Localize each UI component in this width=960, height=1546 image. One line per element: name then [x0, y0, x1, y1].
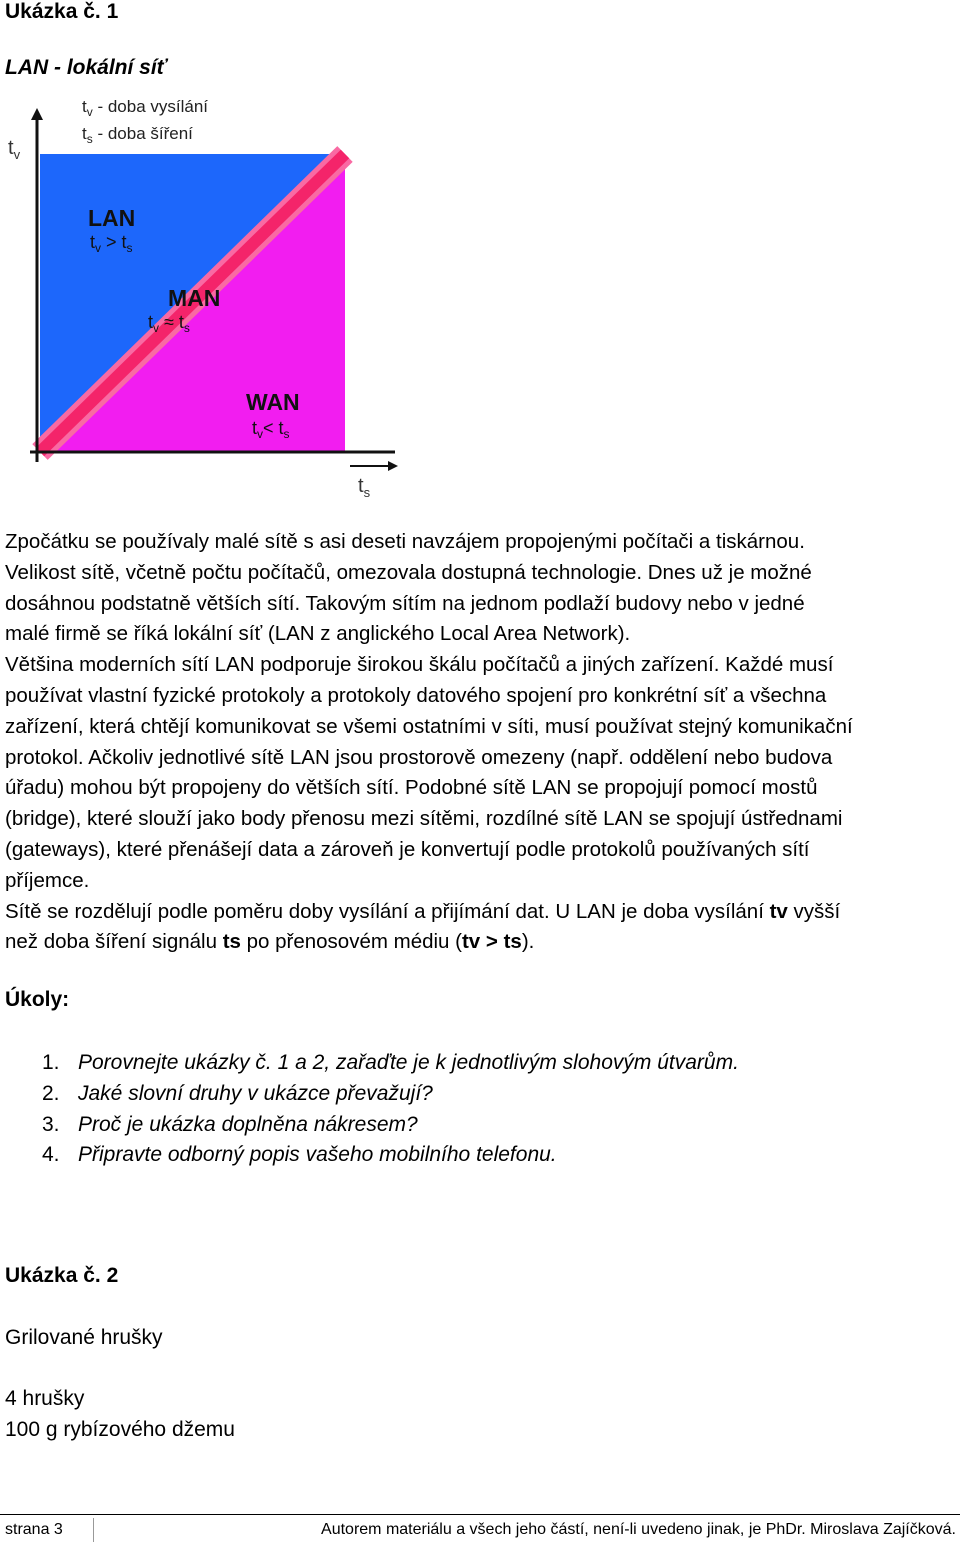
- body-line: Zpočátku se používaly malé sítě s asi deseti navzájem propojenými počítači a tiskárnou.: [5, 530, 805, 553]
- body-line: Většina moderních sítí LAN podporuje širokou škálu počítačů a jiných zařízení. Každé musí: [5, 653, 834, 677]
- author-note: Autorem materiálu a všech jeho částí, není-li uvedeno jinak, je PhDr. Miroslava Zajíčková.: [321, 1521, 956, 1538]
- wan-formula: $t_v< t_s$: [252, 418, 290, 441]
- body-line: (gateways), které přenášejí data a zároveň je konvertují podle protokolů používaných sítí: [5, 837, 810, 861]
- man-label: MAN: [168, 285, 221, 311]
- y-axis-arrow: [31, 108, 43, 120]
- y-axis-label: $t_v$: [8, 137, 21, 162]
- list-item: 2. Jaké slovní druhy v ukázce převažují?: [42, 1081, 433, 1105]
- lan-formula: $t_v > t_s$: [90, 232, 133, 255]
- body-line: příjemce.: [5, 868, 90, 892]
- man-formula: $t_v \approx t_s$: [148, 312, 190, 335]
- body-line: dosáhnou podstatně větších sítí. Takovým sítím na jednom podlaží budovy nebo v jedné: [5, 591, 805, 615]
- page-footer: [0, 1514, 960, 1546]
- list-item: 3. Proč je ukázka doplněna nákresem?: [42, 1112, 418, 1136]
- tasks-list: [42, 1048, 739, 1171]
- legend-ts: $t_s$ - doba šíření: [82, 124, 193, 146]
- lan-label: LAN: [88, 205, 136, 231]
- section2-heading: Ukázka č. 2: [5, 1264, 119, 1287]
- body-line: malé firmě se říká lokální síť (LAN z anglického Local Area Network).: [5, 622, 631, 646]
- body-line: Velikost sítě, včetně počtu počítačů, omezovala dostupná technologie. Dnes už je možné: [5, 560, 812, 584]
- ts-term: ts: [222, 930, 241, 954]
- tv-ts-expression: tv > ts: [461, 930, 522, 954]
- legend-tv: $t_v$ - doba vysílání: [82, 97, 209, 119]
- page-number: strana 3: [5, 1521, 63, 1538]
- ingredient: 100 g rybízového džemu: [5, 1417, 235, 1441]
- body-line: (bridge), které slouží jako body přenosu mezi sítěmi, rozdílné sítě LAN se spojují ústřednami: [5, 807, 843, 831]
- body-line: úřadu) mohou být propojeny do větších sítí. Podobné sítě LAN se propojují pomocí mostů: [5, 776, 818, 800]
- body-line: protokol. Ačkoliv jednotlivé sítě LAN jsou prostorově omezeny (např. oddělení nebo budova: [5, 745, 833, 769]
- x-axis-arrow: [388, 461, 398, 471]
- x-axis-label: $t_s$: [358, 475, 371, 500]
- lan-man-wan-diagram: [0, 90, 410, 500]
- list-item: 4. Připravte odborný popis vašeho mobilního telefonu.: [42, 1143, 557, 1167]
- body-text: [5, 527, 960, 958]
- ingredient: 4 hrušky: [5, 1387, 85, 1410]
- body-line-ts: než doba šíření signálu ts po přenosovém médiu (tv > ts).: [5, 930, 535, 954]
- body-line-tv: Sítě se rozdělují podle poměru doby vysílání a přijímání dat. U LAN je doba vysílání tv vyšší: [5, 899, 841, 923]
- section1-subtitle: LAN - lokální síť: [5, 56, 167, 79]
- tasks-heading: Úkoly:: [5, 988, 70, 1011]
- tv-term: tv: [769, 899, 788, 923]
- ingredients-list: [5, 1384, 235, 1446]
- body-line: používat vlastní fyzické protokoly a protokoly datového spojení pro konkrétní síť a všechna: [5, 683, 827, 707]
- body-line: zařízení, která chtějí komunikovat se všemi ostatními v síti, musí používat stejný komunikační: [5, 714, 853, 738]
- footer-divider: [93, 1518, 94, 1542]
- section1-heading: Ukázka č. 1: [5, 0, 119, 23]
- wan-label: WAN: [246, 389, 300, 415]
- list-item: 1. Porovnejte ukázky č. 1 a 2, zařaďte je k jednotlivým slohovým útvarům.: [42, 1051, 739, 1074]
- recipe-title: Grilované hrušky: [5, 1326, 163, 1349]
